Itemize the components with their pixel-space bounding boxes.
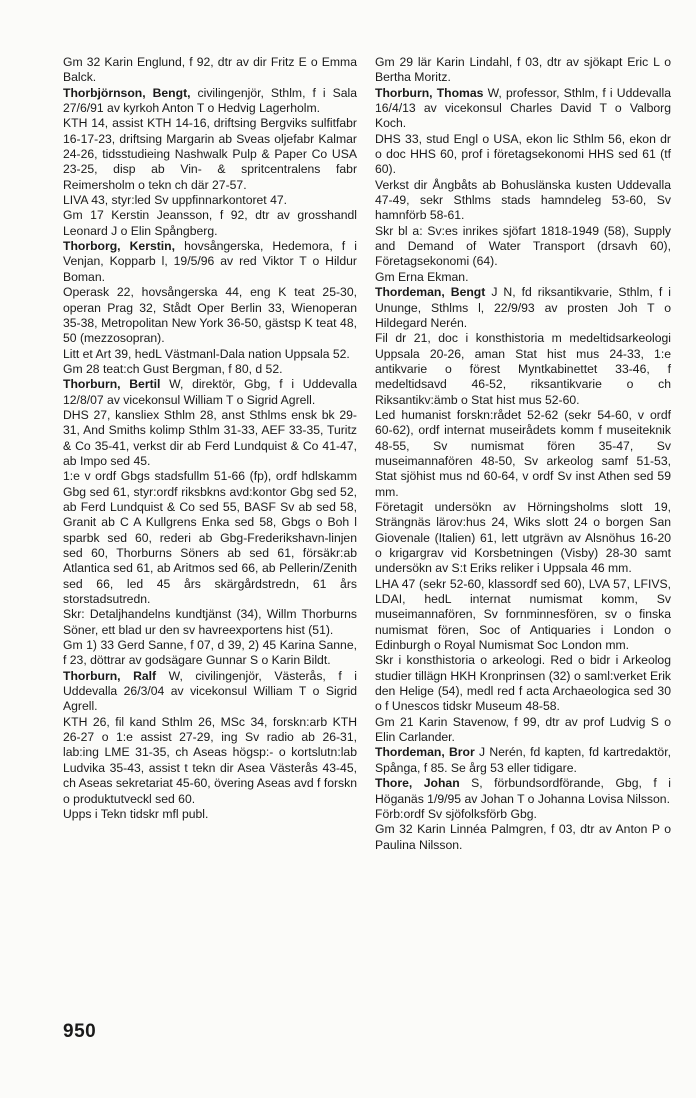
entry-name: Thordeman, Bror <box>375 745 475 760</box>
entry-text: Företagit undersökn av Hörningsholms slott 19, Strängnäs lärov:hus 24, Wiks slott 24 o borgen San Giovenale (Italien) 61, lett utgrävn av Alsnöhus 16-20 o krigargrav vid Korsbetningen (Visby) 28-30 samt undersökn av S:t Eriks reliker i Uppsala 46 mm. <box>375 499 671 576</box>
biography-entry-continuation <box>63 55 357 86</box>
entry-text: Gm 17 Kerstin Jeansson, f 92, dtr av grosshandl Leonard J o Elin Spångberg. <box>63 208 357 238</box>
entry-text: Gm 28 teat:ch Gust Bergman, f 80, d 52. <box>63 361 283 376</box>
biography-entry <box>375 745 671 776</box>
entry-text: W, civilingenjör, Västerås, f i Uddevalla 26/3/04 av vicekonsul William T o Sigrid Agrell. <box>63 668 357 714</box>
biography-entry-continuation <box>375 55 671 86</box>
entry-text: Gm Erna Ekman. <box>375 269 469 284</box>
entry-text: Litt et Art 39, hedL Västmanl-Dala nation Uppsala 52. <box>63 346 350 361</box>
entry-text: Skr i konsthistoria o arkeologi. Red o bidr i Arkeolog studier tillägn HKH Kronprinsen (32) o saml:verket Erik den Helige (54), medl red f acta Archaeologica sed 30 o f Unescos tidskr Museum 48-58. <box>375 653 671 714</box>
entry-text: 1:e v ordf Gbgs stadsfullm 51-66 (fp), ordf hdlskamm Gbg sed 61, styr:ordf riksbkns avd:kontor Gbg sed 52, ab Ferd Lundquist & Co sed 55, BASF Sv ab sed 58, Granit ab C A Kullgrens Enka sed 58, Gbgs o Boh l sparbk sed 60, rederi ab Gbg-Frederikshavn-linjen sed 60, Thorburns Söners ab sed 61, försäkr:ab Atlantica sed 61, ab Aritmos sed 66, ab Pellerin/Zenith sed 66, led 45 års skärgårdstredn, 61 års storstadsutredn. <box>63 469 357 607</box>
biography-entry <box>63 86 357 239</box>
entry-paragraph <box>63 285 357 346</box>
entry-paragraph <box>375 408 671 500</box>
entry-text: Upps i Tekn tidskr mfl publ. <box>63 806 209 821</box>
biography-entry <box>375 86 671 285</box>
entry-text: Verkst dir Ångbåts ab Bohuslänska kusten Uddevalla 47-49, sekr Sthlms stads hamndeleg 53-60, Sv hamnförb 58-61. <box>375 177 671 223</box>
entry-paragraph <box>63 116 357 193</box>
entry-text: Gm 21 Karin Stavenow, f 99, dtr av prof Ludvig S o Elin Carlander. <box>375 714 671 745</box>
entry-text: Gm 32 Karin Linnéa Palmgren, f 03, dtr av Anton P o Paulina Nilsson. <box>375 822 671 852</box>
entry-name: Thordeman, Bengt <box>375 285 486 300</box>
biography-entry <box>63 377 357 669</box>
entry-text: Skr: Detaljhandelns kundtjänst (34), Willm Thorburns Söner, ett blad ur den sv havreexportens hist (51). <box>63 607 357 637</box>
entry-paragraph <box>375 285 671 331</box>
entry-text: DHS 27, kansliex Sthlm 28, anst Sthlms ensk bk 29-31, And Smiths kolimp Sthlm 31-33, AEF 33-35, Turitz & Co 35-41, verkst dir ab Ferd Lundquist & Co 41-47, ab Impo sed 45. <box>63 407 357 468</box>
entry-text: J Nerén, fd kapten, fd kartredaktör, Spånga, f 85. Se årg 53 eller tidigare. <box>375 745 671 775</box>
entry-paragraph <box>375 331 671 408</box>
entry-text: Skr bl a: Sv:es inrikes sjöfart 1818-1949 (58), Supply and Demand of Water Transport (drsavh 60), Företagsekonomi (64). <box>375 223 671 269</box>
entry-name: Thore, Johan <box>375 776 460 791</box>
entry-text: S, förbundsordförande, Gbg, f i Höganäs 1/9/95 av Johan T o Johanna Lovisa Nilsson. <box>375 776 671 806</box>
entry-text: J N, fd riksantikvarie, Sthlm, f i Ununge, Sthlms l, 22/9/93 av prosten Joh T o Hildegard Nerén. <box>375 285 671 330</box>
entry-paragraph <box>63 208 357 239</box>
entry-paragraph <box>63 347 357 362</box>
entry-text: Led humanist forskn:rådet 52-62 (sekr 54-60, v ordf 60-62), ordf internat museirådets komm f museiteknik 48-55, Sv numismat fören 35-47, Sv museimannafören 48-50, Sv arkeolog samf 51-53, Stat sjöhist mus nd 60-64, v ordf Sv inst Athen sed 59 mm. <box>375 407 671 499</box>
entry-paragraph <box>63 86 357 117</box>
entry-paragraph <box>63 193 357 208</box>
entry-paragraph <box>63 638 357 669</box>
entry-text: W, professor, Sthlm, f i Uddevalla 16/4/13 av vicekonsul Charles David T o Valborg Koch. <box>375 85 671 131</box>
entry-paragraph <box>63 362 357 377</box>
entry-paragraph <box>63 469 357 607</box>
entry-paragraph <box>375 776 671 807</box>
biography-entry <box>375 285 671 745</box>
entry-text: DHS 33, stud Engl o USA, ekon lic Sthlm 56, ekon dr o doc HHS 60, prof i företagsekonomi HHS sed 61 (tf 60). <box>375 131 671 177</box>
left-column <box>63 55 357 822</box>
entry-text: LHA 47 (sekr 52-60, klassordf sed 60), LVA 57, LFIVS, LDAI, hedL internat numismat komm, Sv museimannafören, Sv fornminnesfören, sv o finska numismat fören, Soc of Antiquaries i London o Edinburgh o Royal Numismat Soc London mm. <box>375 576 671 653</box>
entry-paragraph <box>375 178 671 224</box>
entry-text: KTH 26, fil kand Sthlm 26, MSc 34, forskn:arb KTH 26-27 o 1:e assist 27-29, ing Sv radio ab 26-31, lab:ing LME 31-35, ch Aseas högsp:- o kortslutn:lab Ludvika 35-43, assist t tekn dir Asea Västerås 43-45, ch Aseas sekretariat 45-60, övering Aseas avd f forskn o produktutveckl sed 60. <box>63 714 358 806</box>
entry-text: Gm 32 Karin Englund, f 92, dtr av dir Fritz E o Emma Balck. <box>63 55 357 85</box>
entry-text: civilingenjör, Sthlm, f i Sala 27/6/91 av kyrkoh Anton T o Hedvig Lagerholm. <box>63 85 357 116</box>
entry-paragraph <box>375 653 671 714</box>
biography-entry <box>63 669 357 822</box>
entry-text: Operask 22, hovsångerska 44, eng K teat 25-30, operan Prag 32, Stådt Oper Berlin 33, Wienoperan 35-38, Metropolitan New York 36-50, gästsp K teat 48, 50 (mezzosopran). <box>63 285 357 346</box>
entry-text: KTH 14, assist KTH 14-16, driftsing Bergviks sulfitfabr 16-17-23, driftsing Margarin ab Sveas oljefabr Kalmar 24-26, tidsstudieing Nashwalk Pulp & Paper Co USA 23-25, disp ab Vin- & spritcentralens fabr Reimersholm o tekn ch där 27-57. <box>63 116 357 192</box>
entry-text: Gm 29 lär Karin Lindahl, f 03, dtr av sjökapt Eric L o Bertha Moritz. <box>375 55 671 85</box>
entry-paragraph <box>63 55 357 86</box>
entry-paragraph <box>63 607 357 638</box>
entry-text: Förb:ordf Sv sjöfolksförb Gbg. <box>375 806 537 821</box>
entry-paragraph <box>63 807 357 822</box>
entry-paragraph <box>63 377 357 408</box>
entry-paragraph <box>375 807 671 822</box>
entry-paragraph <box>63 715 357 807</box>
entry-paragraph <box>63 669 357 715</box>
page-number: 950 <box>63 1021 97 1042</box>
entry-text: hovsångerska, Hedemora, f i Venjan, Kopparb l, 19/5/96 av red Viktor T o Hildur Boman. <box>63 239 357 284</box>
entry-paragraph <box>375 55 671 86</box>
entry-paragraph <box>63 408 357 469</box>
entry-paragraph <box>375 224 671 270</box>
entry-text: Fil dr 21, doc i konsthistoria m medeltidsarkeologi Uppsala 20-26, aman Stat hist mus 24-33, 1:e antikvarie o förest Myntkabinettet 33-46, f medeltidsavd 46-52, riksantikvarie o ch Riksantikv:ämb o Stat hist mus 52-60. <box>375 331 671 407</box>
entry-name: Thorburn, Thomas <box>375 85 484 100</box>
biography-entry <box>375 776 671 853</box>
entry-paragraph <box>375 500 671 577</box>
entry-text: W, direktör, Gbg, f i Uddevalla 12/8/07 av vicekonsul William T o Sigrid Agrell. <box>63 377 357 407</box>
entry-paragraph <box>63 239 357 285</box>
entry-paragraph <box>375 270 671 285</box>
entry-paragraph <box>375 715 671 746</box>
entry-name: Thorburn, Ralf <box>63 668 157 683</box>
entry-text: LIVA 43, styr:led Sv uppfinnarkontoret 47. <box>63 193 288 208</box>
entry-paragraph <box>375 132 671 178</box>
entry-paragraph <box>375 86 671 132</box>
right-column <box>375 55 671 853</box>
entry-paragraph <box>375 822 671 853</box>
entry-paragraph <box>375 745 671 776</box>
entry-text: Gm 1) 33 Gerd Sanne, f 07, d 39, 2) 45 Karina Sanne, f 23, döttrar av godsägare Gunnar S o Karin Bildt. <box>63 638 357 668</box>
biography-entry <box>63 239 357 377</box>
entry-name: Thorburn, Bertil <box>63 377 161 392</box>
entry-name: Thorborg, Kerstin, <box>63 239 175 254</box>
entry-name: Thorbjörnson, Bengt, <box>63 85 191 100</box>
entry-paragraph <box>375 577 671 654</box>
